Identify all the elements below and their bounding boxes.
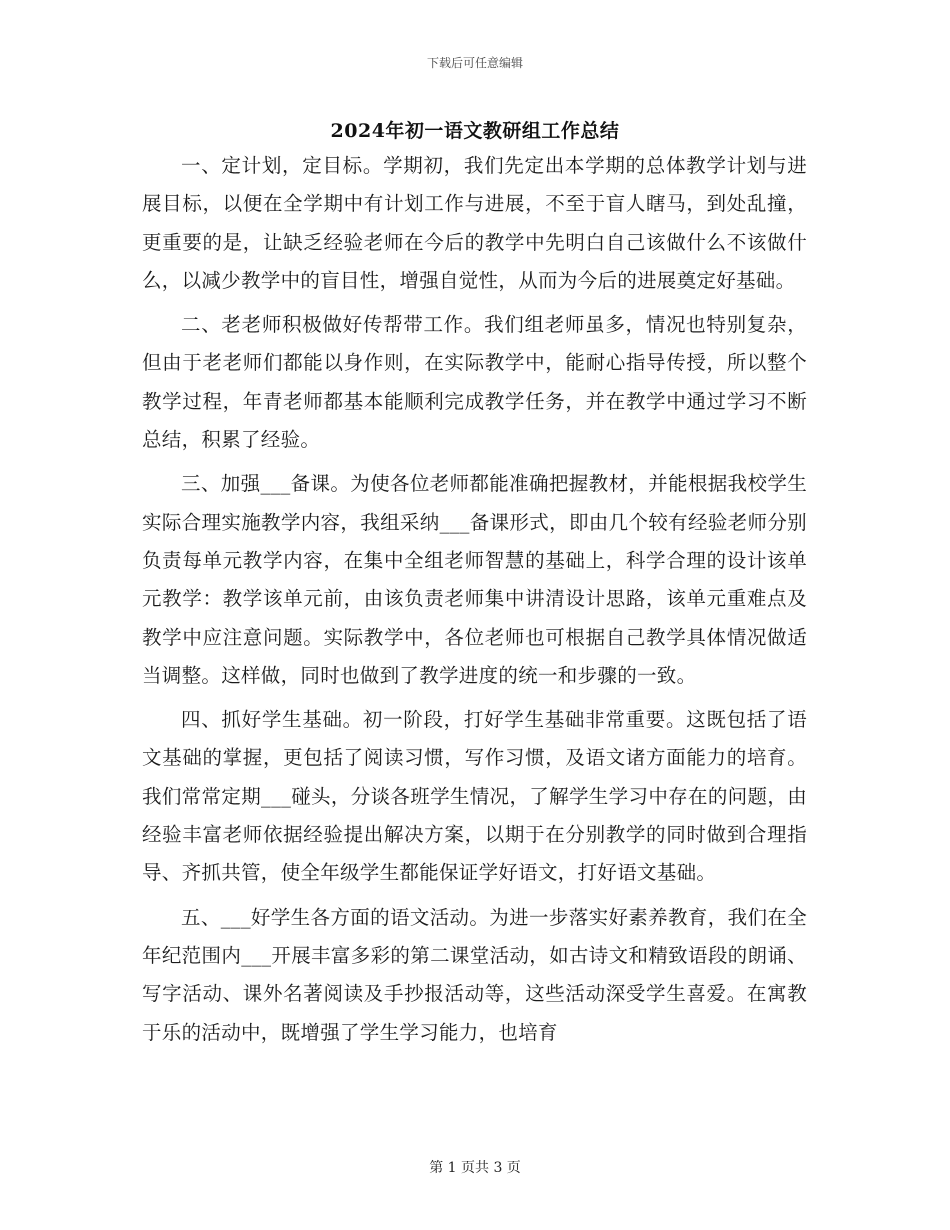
document-body: [142, 147, 807, 1058]
paragraph-5: 五、___好学生各方面的语文活动。为进一步落实好素养教育，我们在全年纪范围内___开展丰富多彩的第二课堂活动，如古诗文和精致语段的朗诵、写字活动、课外名著阅读及手抄报活动等，这些活动深受学生喜爱。在寓教于乐的活动中，既增强了学生学习能力，也培育: [142, 905, 807, 1044]
page-header-note: 下载后可任意编辑: [426, 56, 523, 70]
paragraph-4: 四、抓好学生基础。初一阶段，打好学生基础非常重要。这既包括了语文基础的掌握，更包括了阅读习惯，写作习惯，及语文诸方面能力的培育。我们常常定期___碰头，分谈各班学生情况，了解学生学习中存在的问题，由经验丰富老师依据经验提出解决方案，以期于在分别教学的同时做到合理指导、齐抓共管，使全年级学生都能保证学好语文，打好语文基础。: [142, 708, 807, 885]
paragraph-2: 二、老老师积极做好传帮带工作。我们组老师虽多，情况也特别复杂，但由于老老师们都能以身作则，在实际教学中，能耐心指导传授，所以整个教学过程，年青老师都基本能顺利完成教学任务，并在教学中通过学习不断总结，积累了经验。: [142, 313, 807, 452]
document-title: 2024年初一语文教研组工作总结: [330, 120, 620, 142]
page-number: 第 1 页共 3 页: [429, 1160, 521, 1176]
paragraph-1: 一、定计划，定目标。学期初，我们先定出本学期的总体教学计划与进展目标，以便在全学期中有计划工作与进展，不至于盲人瞎马，到处乱撞，更重要的是，让缺乏经验老师在今后的教学中先明白自己该做什么不该做什么，以减少教学中的盲目性，增强自觉性，从而为今后的进展奠定好基础。: [142, 154, 807, 292]
paragraph-3: 三、加强___备课。为使各位老师都能准确把握教材，并能根据我校学生实际合理实施教学内容，我组采纳___备课形式，即由几个较有经验老师分别负责每单元教学内容，在集中全组老师智慧的基础上，科学合理的设计该单元教学：教学该单元前，由该负责老师集中讲清设计思路，该单元重难点及教学中应注意问题。实际教学中，各位老师也可根据自己教学具体情况做适当调整。这样做，同时也做到了教学进度的统一和步骤的一致。: [142, 472, 807, 687]
